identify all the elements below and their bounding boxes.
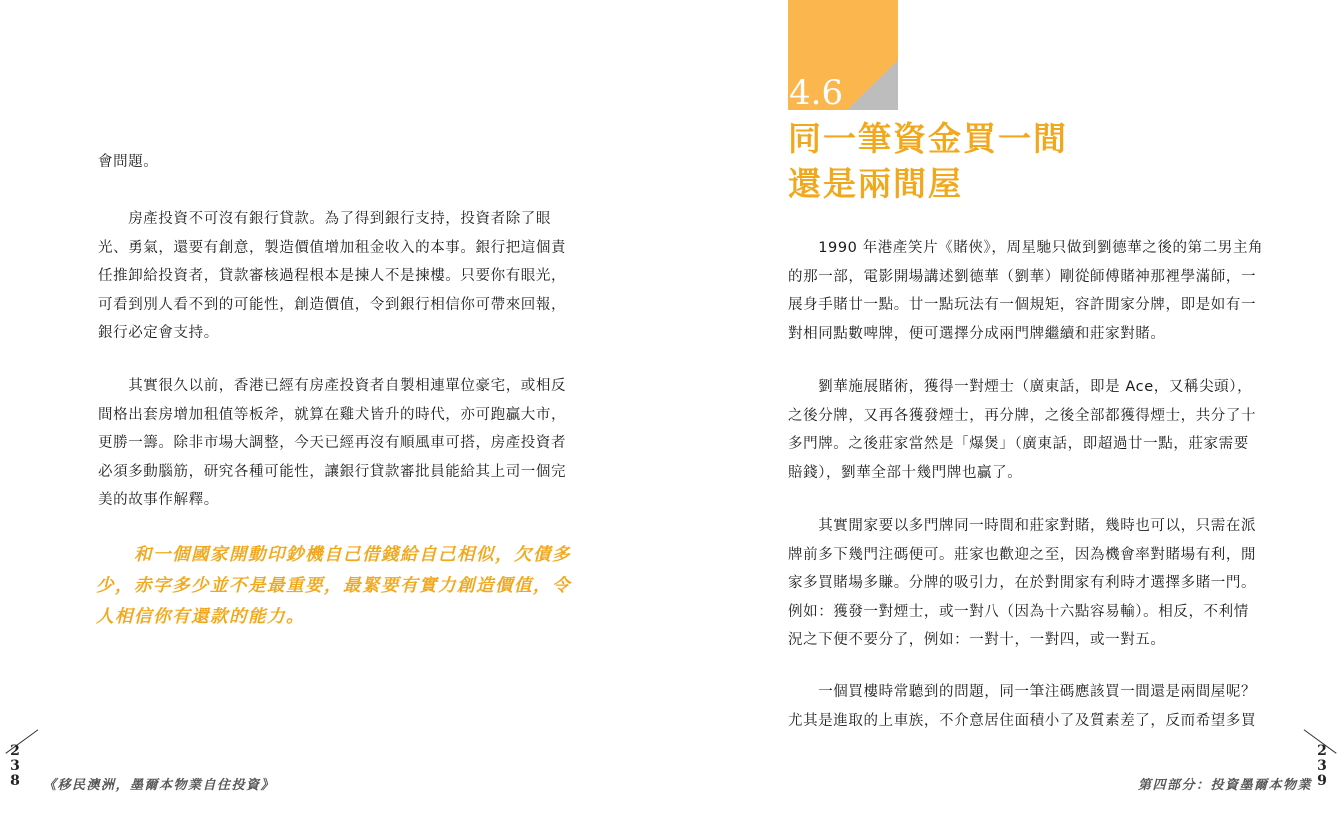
left-continuation-paragraph [98, 148, 158, 177]
section-corner-triangle [847, 60, 898, 110]
text-line: 1990 年港產笑片《賭俠》，周星馳只做到劉德華之後的第二男主角 [788, 240, 1264, 256]
text-line: 尤其是進取的上車族，不介意居住面積小了及質素差了，反而希望多買 [788, 712, 1257, 729]
text-line: 房產投資不可沒有銀行貸款。為了得到銀行支持，投資者除了眼 [98, 211, 551, 227]
text-line: 可看到別人看不到的可能性，創造價值，令到銀行相信你可帶來回報， [98, 296, 567, 313]
page-digit: 3 [1317, 758, 1327, 774]
text-line: 家多買賭場多賺。分牌的吸引力，在於對閒家有利時才選擇多賭一門。 [788, 575, 1257, 592]
page-digit: 2 [1317, 743, 1327, 759]
text-line: 之後分牌，又再各獲發煙士，再分牌，之後全部都獲得煙士，共分了十 [788, 407, 1257, 424]
title-line: 同一筆資金買一間 [788, 119, 1068, 158]
text-line: 銀行必定會支持。 [98, 325, 219, 342]
pull-quote [96, 540, 571, 633]
page-digit: 8 [10, 773, 20, 789]
section-number: 4.6 [789, 73, 844, 113]
right-paragraph-4 [788, 678, 1256, 735]
text-line: 光、勇氣，還要有創意，製造價值增加租金收入的本事。銀行把這個責 [98, 239, 567, 256]
page-digit: 2 [10, 743, 20, 759]
right-paragraph-1 [788, 234, 1263, 348]
text-line: 牌前多下幾門注碼便可。莊家也歡迎之至，因為機會率對賭場有利，閒 [788, 546, 1257, 563]
quote-line: 少，赤字多少並不是最重要，最緊要有實力創造價值，令 [96, 576, 571, 596]
running-title-left: 《移民澳洲，墨爾本物業自住投資》 [43, 778, 276, 793]
title-line: 還是兩間屋 [788, 164, 963, 203]
text-line: 一個買樓時常聽到的問題，同一筆注碼應該買一間還是兩間屋呢？ [788, 684, 1257, 700]
text-line: 況之下便不要分了，例如：一對十，一對四，或一對五。 [788, 632, 1166, 649]
chapter-title [788, 116, 1068, 206]
text-line: 例如：獲發一對煙士，或一對八（因為十六點容易輸）。相反，不利情 [788, 603, 1249, 620]
quote-line: 和一個國家開動印鈔機自己借錢給自己相似，欠債多 [96, 545, 571, 565]
text-line: 多門牌。之後莊家當然是「爆煲」（廣東話，即超過廿一點，莊家需要 [788, 436, 1249, 453]
text-line: 美的故事作解釋。 [98, 492, 219, 509]
text-line: 間格出套房增加租值等板斧，就算在雞犬皆升的時代，亦可跑贏大市， [98, 406, 567, 423]
text-line: 其實很久以前，香港已經有房產投資者自製相連單位豪宅，或相反 [98, 378, 567, 394]
page-number-left [8, 744, 22, 789]
text-line: 必須多動腦筋，研究各種可能性，讓銀行貸款審批員能給其上司一個完 [98, 463, 567, 480]
right-paragraph-2 [788, 373, 1256, 487]
text-line: 劉華施展賭術，獲得一對煙士（廣東話，即是 Ace，又稱尖頭）， [788, 379, 1253, 395]
right-paragraph-3 [788, 512, 1256, 655]
text-line: 會問題。 [98, 154, 159, 170]
left-paragraph-1 [98, 205, 566, 348]
page-digit: 9 [1317, 773, 1327, 789]
page-number-right [1315, 744, 1329, 789]
text-line: 展身手賭廿一點。廿一點玩法有一個規矩，容許閒家分牌，即是如有一 [788, 297, 1257, 314]
text-line: 其實閒家要以多門牌同一時間和莊家對賭，幾時也可以，只需在派 [788, 518, 1257, 534]
text-line: 任推卸給投資者，貸款審核過程根本是揀人不是揀樓。只要你有眼光， [98, 268, 567, 285]
text-line: 更勝一籌。除非市場大調整，今天已經再沒有順風車可搭，房產投資者 [98, 435, 567, 452]
text-line: 的那一部，電影開場講述劉德華（劉華）剛從師傅賭神那裡學滿師，一 [788, 268, 1257, 285]
quote-line: 人相信你有還款的能力。 [96, 607, 305, 627]
text-line: 對相同點數啤牌，便可選擇分成兩門牌繼續和莊家對賭。 [788, 325, 1166, 342]
running-title-right: 第四部分：投資墨爾本物業 [1138, 778, 1313, 793]
page-digit: 3 [10, 758, 20, 774]
left-paragraph-2 [98, 372, 566, 515]
text-line: 賠錢），劉華全部十幾門牌也贏了。 [788, 464, 1023, 481]
